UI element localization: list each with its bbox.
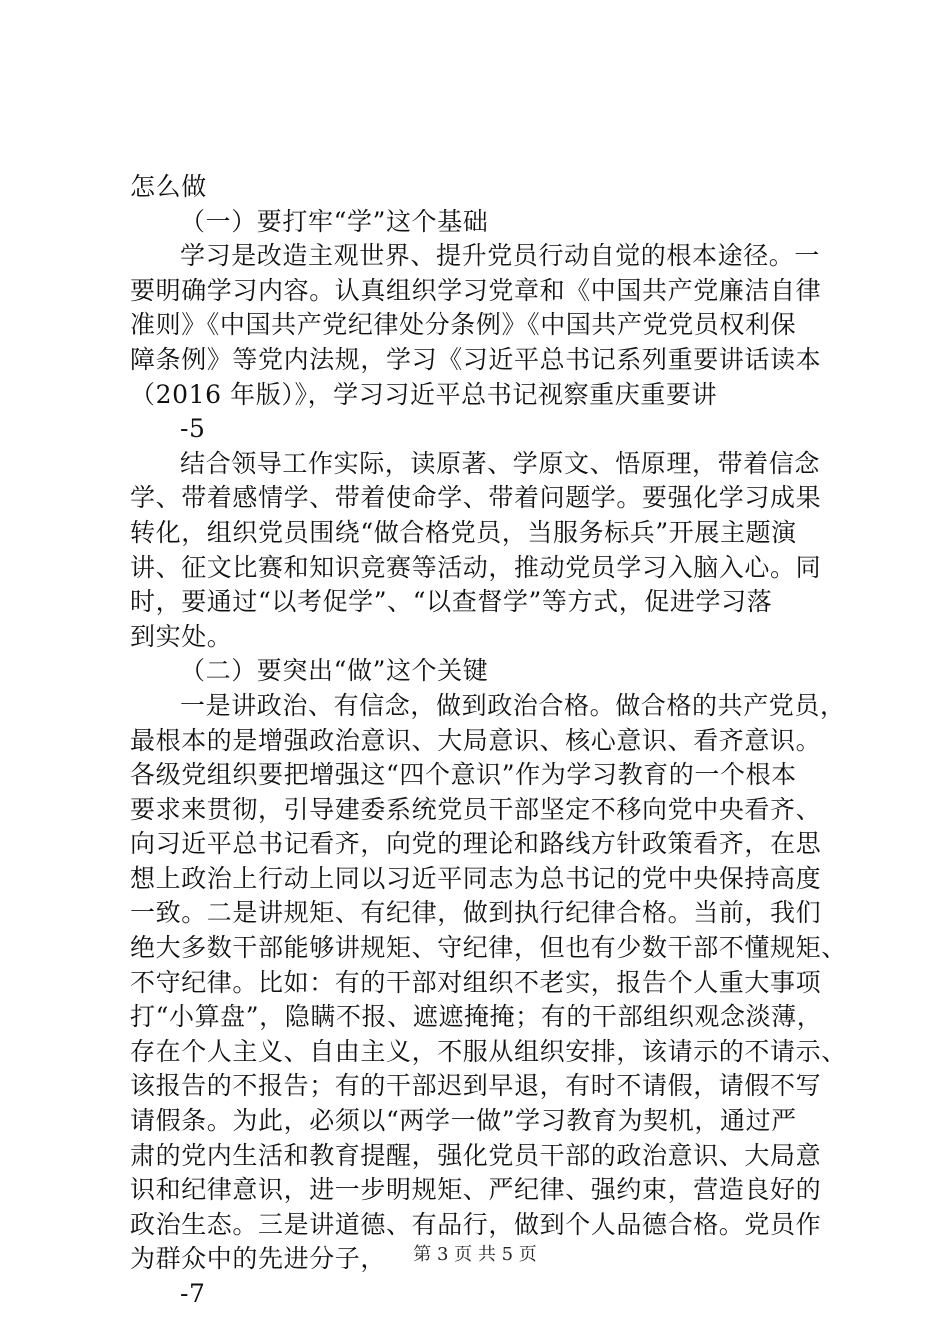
paragraph-line: 绝大多数干部能够讲规矩、守纪律，但也有少数干部不懂规矩、 [130, 933, 847, 963]
paragraph-line: （2016 年版）》，学习习近平总书记视察重庆重要讲 [130, 379, 718, 409]
paragraph-line: 要明确学习内容。认真组织学习党章和《中国共产党廉洁自律 [130, 275, 822, 305]
paragraph-line: 学习是改造主观世界、提升党员行动自觉的根本途径。一 [180, 241, 821, 271]
section-heading-1: （一）要打牢“学”这个基础 [180, 206, 489, 236]
paragraph-line: 识和纪律意识，进一步明规矩、严纪律、强约束，营造良好的 [130, 1175, 822, 1205]
paragraph-line: 政治生态。三是讲道德、有品行，做到个人品德合格。党员作 [130, 1209, 822, 1239]
paragraph-line: 一是讲政治、有信念，做到政治合格。做合格的共产党员， [180, 690, 846, 720]
page-marker: -7 [180, 1279, 206, 1308]
paragraph-line: 转化，组织党员围绕“做合格党员，当服务标兵”开展主题演 [130, 517, 797, 547]
paragraph-line: 各级党组织要把增强这“四个意识”作为学习教育的一个根本 [130, 760, 797, 790]
paragraph-line: 请假条。为此，必须以“两学一做”学习教育为契机，通过严 [130, 1106, 797, 1136]
paragraph-line: 障条例》等党内法规，学习《习近平总书记系列重要讲话读本 [130, 344, 822, 374]
page-marker: -5 [180, 414, 206, 444]
text-line-continuation: 怎么做 [130, 172, 207, 201]
section-heading-2: （二）要突出“做”这个关键 [180, 656, 489, 686]
paragraph-line: 到实处。 [130, 621, 233, 651]
paragraph-line: 为群众中的先进分子， [130, 1244, 387, 1274]
paragraph-line: 学、带着感情学、带着使命学、带着问题学。要强化学习成果 [130, 483, 822, 513]
paragraph-line: 一致。二是讲规矩、有纪律，做到执行纪律合格。当前，我们 [130, 898, 822, 928]
paragraph-line: 准则》《中国共产党纪律处分条例》《中国共产党党员权利保 [130, 310, 797, 340]
paragraph-line: 不守纪律。比如：有的干部对组织不老实，报告个人重大事项 [130, 967, 822, 997]
document-body [130, 170, 847, 1312]
paragraph-line: 最根本的是增强政治意识、大局意识、核心意识、看齐意识。 [130, 725, 822, 755]
paragraph-line: 讲、征文比赛和知识竞赛等活动，推动党员学习入脑入心。同 [130, 552, 822, 582]
paragraph-line: 想上政治上行动上同以习近平同志为总书记的党中央保持高度 [130, 863, 822, 893]
page-footer: 第 3 页 共 5 页 [413, 1244, 537, 1265]
paragraph-line: 向习近平总书记看齐，向党的理论和路线方针政策看齐，在思 [130, 829, 822, 859]
paragraph-line: 结合领导工作实际，读原著、学原文、悟原理，带着信念 [180, 448, 821, 478]
paragraph-line: 肃的党内生活和教育提醒，强化党员干部的政治意识、大局意 [130, 1140, 822, 1170]
paragraph-line: 要求来贯彻，引导建委系统党员干部坚定不移向党中央看齐、 [130, 794, 822, 824]
paragraph-line: 打“小算盘”，隐瞒不报、遮遮掩掩；有的干部组织观念淡薄， [130, 1002, 823, 1032]
paragraph-line: 时，要通过“以考促学”、“以查督学”等方式，促进学习落 [130, 587, 773, 617]
paragraph-line: 该报告的不报告；有的干部迟到早退，有时不请假，请假不写 [130, 1071, 822, 1101]
paragraph-line: 存在个人主义、自由主义，不服从组织安排，该请示的不请示、 [130, 1036, 847, 1066]
